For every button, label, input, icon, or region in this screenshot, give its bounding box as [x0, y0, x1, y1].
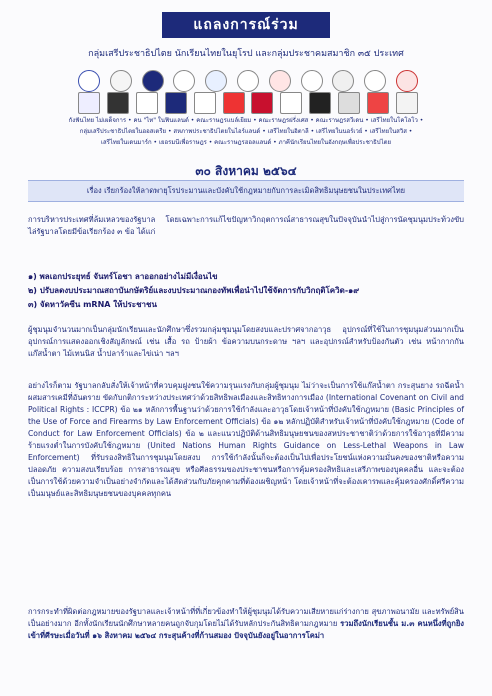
- demand-item: ๑) พลเอกประยุทธ์ จันทร์โอชา ลาออกอย่างไม่มีเงื่อนไข: [28, 272, 218, 281]
- subject-line: เรื่อง เรียกร้องให้ลาดพายุโรประมานและบังคับใช้กฎหมายกับการละเมิดสิทธิมนุษยชนในประเทศไทย: [28, 180, 464, 202]
- org-logo-icon: [237, 70, 259, 92]
- org-logo-icon: [280, 92, 302, 114]
- demand-item: ๓) จัดหาวัคซีน mRNA ให้ประชาชน: [28, 300, 157, 309]
- org-logo-icon: [301, 70, 323, 92]
- statement-date: ๓๐ สิงหาคม ๒๕๖๔: [195, 164, 297, 178]
- para4-text: การกระทำที่ผิดต่อกฎหมายของรัฐบาลและเจ้าหน้าที่ที่เกี่ยวข้องทำให้ผู้ชุมนุมได้รับความเสียหายแก่ร่างกาย สุขภาพอนามัย และทรัพย์สินเป็นอย่างมาก อีกทั้งนักเรียนนักศึกษาหลายคนถูกจับกุมโดยไม่ได้รับหลักประกันสิทธิตามกฎหมาย: [28, 607, 464, 628]
- demand-item: ๒) ปรับลดงบประมาณสถาบันกษัตริย์และงบประมาณกองทัพเพื่อนำไปใช้จัดการกับวิกฤติโควิด-๑๙: [28, 286, 360, 295]
- page-subtitle: กลุ่มเสรีประชาธิปไตย นักเรียนไทยในยุโรป และกลุ่มประชาคมสมาชิก ๓๕ ประเทศ: [88, 49, 404, 59]
- org-logo-icon: [136, 92, 158, 114]
- org-logo-icon: [142, 70, 164, 92]
- member-line: กังฟันไทย ไม่เผด็จการ • คน "ไท" ในฟินแลนด์ • คณะราษฎรแบล์เยียม • คณะราษฎรฝรั่งเศส • คณะราษฎรสวีเดน • เสรีไทยในโคโลโว •: [68, 117, 424, 124]
- org-logo-icon: [78, 92, 100, 114]
- org-logo-icon: [165, 92, 187, 114]
- org-logo-icon: [194, 92, 216, 114]
- para4-bold-text: รวมถึงนักเรียนชั้น ม.๓ คนหนึ่งที่ถูกยิงเข้าที่ศีรษะเมื่อวันที่ ๑๖ สิงหาคม ๒๕๖๔ กระสุนค้างที่ก้านสมอง ปัจจุบันยังอยู่ในอาการโคม่า: [28, 619, 464, 640]
- org-logo-icon: [78, 70, 100, 92]
- demands-list: [28, 270, 464, 312]
- org-logo-icon: [223, 92, 245, 114]
- body-paragraph-2: ผู้ชุมนุมจำนวนมากเป็นกลุ่มนักเรียนและนักศึกษาซึ่งรวมกลุ่มชุมนุมโดยสงบและปราศจากอาวุธ อุปกรณ์ที่ใช้ในการชุมนุมส่วนมากเป็นอุปกรณ์การแสดงออกเชิงสัญลักษณ์ เช่น เสื้อ รถ ป้ายผ้า ข้อความบนกระดาษ ฯลฯ และอุปกรณ์สำหรับป้องกันตัว เช่น หน้ากากกันแก๊สน้ำตา ไม้เทนนิส น้ำปลาร้าและไข่เน่า ฯลฯ: [28, 325, 464, 358]
- org-logo-icon: [396, 92, 418, 114]
- body-paragraph-4: [28, 606, 464, 642]
- org-logo-icon: [338, 92, 360, 114]
- member-organizations: [28, 115, 464, 148]
- org-logo-icon: [309, 92, 331, 114]
- page-title: แถลงการณ์ร่วม: [162, 12, 330, 38]
- intro-paragraph: การบริหารประเทศที่ล้มเหลวของรัฐบาล โดยเฉพาะการแก้ไขปัญหาวิกฤตการณ์สาธารณสุขในปัจจุบันนำไปสู่การนัดชุมนุมประท้วงขับไล่รัฐบาลโดยมีข้อเรียกร้อง ๓ ข้อ ได้แก่: [28, 215, 464, 236]
- org-logo-icon: [110, 70, 132, 92]
- org-logo-icon: [251, 92, 273, 114]
- member-line: กลุ่มเสรีประชาธิปไตยในออสเตรีย • สหภาพประชาธิปไตยในไอร์แลนด์ • เสรีไทยในอิตาลี • เสรีไทยในนอร์เวย์ • เสรีไทยในสวิส •: [79, 128, 413, 135]
- body-paragraph-3: อย่างไรก็ตาม รัฐบาลกลับสั่งให้เจ้าหน้าที่ควบคุมฝูงชนใช้ความรุนแรงกับกลุ่มผู้ชุมนุม ไม่ว่าจะเป็นการใช้แก๊สน้ำตา กระสุนยาง รถฉีดน้ำผสมสารเคมีที่อันตราย ขัดกับกติการะหว่างประเทศว่าด้วยสิทธิพลเมืองและสิทธิทางการเมือง (International Covenant on Civil and Political Rights : ICCPR) ข้อ ๒๑ หลักการพื้นฐานว่าด้วยการใช้กำลังและอาวุธโดยเจ้าหน้าที่บังคับใช้กฎหมาย (Basic Principles of the Use of Force and Firearms by Law Enforcement Officials) ข้อ ๑๒ หลักปฏิบัติสำหรับเจ้าหน้าที่บังคับใช้กฎหมาย (Code of Conduct for Law Enforcement Officials) ข้อ ๒ และแนวปฏิบัติด้านสิทธิมนุษยชนของสหประชาชาติว่าด้วยการใช้อาวุธที่มีความร้ายแรงต่ำในการบังคับใช้กฎหมาย (United Nations Human Rights Guidance on Less-Lethal Weapons in Law Enforcement) ที่รับรองสิทธิในการชุมนุมโดยสงบ การใช้กำลังนั้นก็จะต้องเป็นไปเพื่อประโยชน์แห่งความมั่นคงของชาติหรือความปลอดภัย ความสงบเรียบร้อย การสาธารณสุข หรือศีลธรรมของประชาชนหรือการคุ้มครองสิทธิและเสรีภาพของบุคคลอื่น และจะต้องเป็นการใช้ด้วยความจำเป็นอย่างจำกัดและได้สัดส่วนกับภัยคุกคามที่ต้องเผชิญหน้า โดยเจ้าหน้าที่จะต้องเคารพและคุ้มครองศักดิ์ศรีความเป็นมนุษย์และสิทธิมนุษยชนของบุคคลทุกคน: [28, 381, 464, 498]
- org-logo-icon: [205, 70, 227, 92]
- org-logo-icon: [332, 70, 354, 92]
- member-line: เสรีไทยในเดนมาร์ก • เยอรมนีเพื่อราษฎร • คณะราษฎรฮอลแลนด์ • ภาคีนักเรียนไทยในอังกฤษเพื่อประชาธิปไตย: [100, 139, 392, 146]
- org-logo-icon: [396, 70, 418, 92]
- org-logo-icon: [173, 70, 195, 92]
- org-logo-icon: [364, 70, 386, 92]
- org-logo-icon: [269, 70, 291, 92]
- org-logo-icon: [367, 92, 389, 114]
- org-logo-icon: [107, 92, 129, 114]
- logo-row-bottom: [78, 92, 418, 112]
